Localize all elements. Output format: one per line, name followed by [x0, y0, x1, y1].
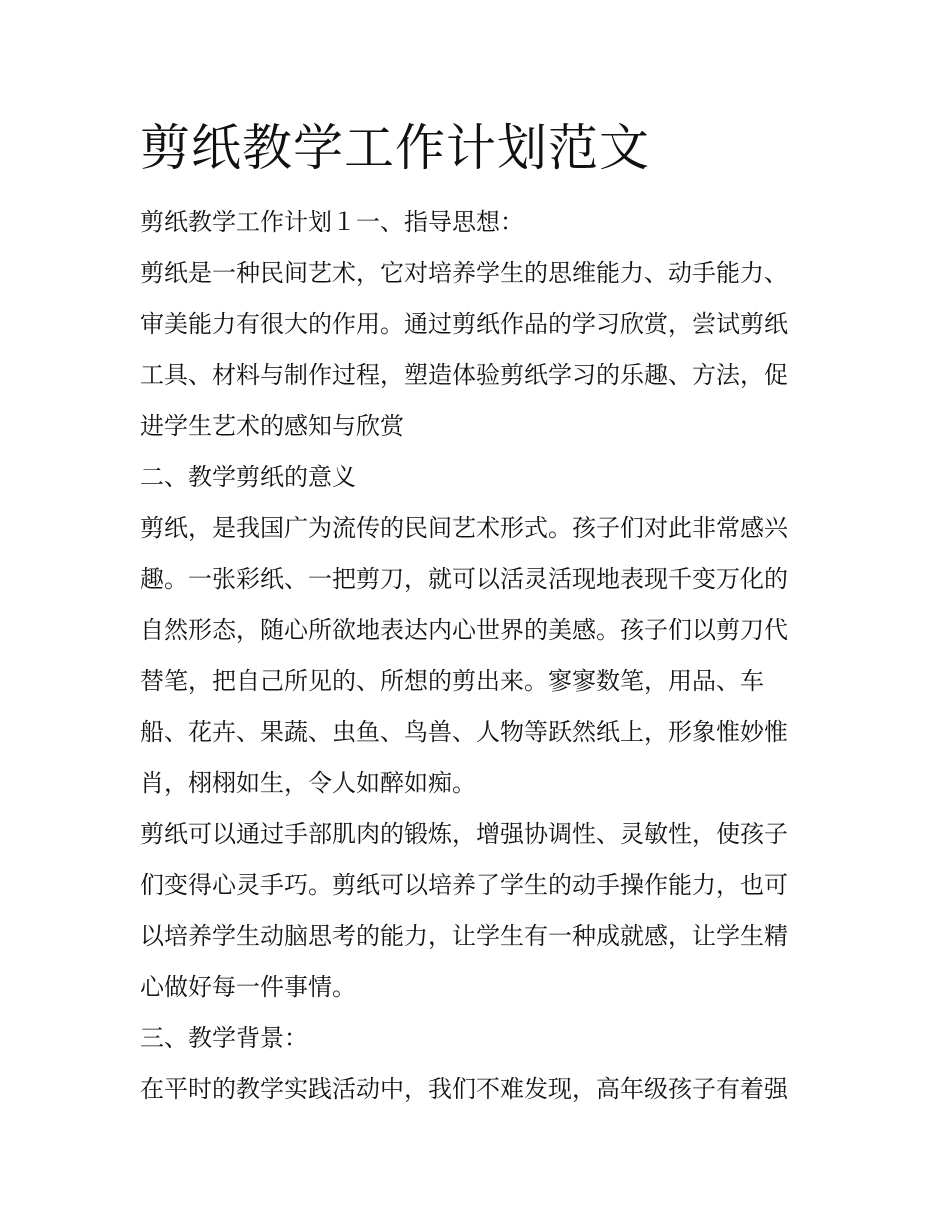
text-line: 心做好每一件事情。 [140, 973, 356, 1001]
text-line: 以培养学生动脑思考的能力，让学生有一种成就感，让学生精 [140, 922, 788, 950]
text-line: 工具、材料与制作过程，塑造体验剪纸学习的乐趣、方法，促 [140, 361, 788, 389]
text-line: 船、花卉、果蔬、虫鱼、鸟兽、人物等跃然纸上，形象惟妙惟 [140, 718, 788, 746]
text-line: 替笔，把自己所见的、所想的剪出来。寥寥数笔，用品、车 [140, 667, 764, 695]
section-heading: 二、教学剪纸的意义 [140, 463, 356, 491]
text-line: 肖，栩栩如生，令人如醉如痴。 [140, 769, 476, 797]
section-heading: 三、教学背景： [140, 1024, 308, 1052]
text-line: 剪纸，是我国广为流传的民间艺术形式。孩子们对此非常感兴 [140, 514, 788, 542]
text-line: 剪纸是一种民间艺术，它对培养学生的思维能力、动手能力、 [140, 259, 788, 287]
document-title: 剪纸教学工作计划范文 [140, 119, 650, 177]
text-line: 在平时的教学实践活动中，我们不难发现，高年级孩子有着强 [140, 1075, 788, 1103]
text-line: 们变得心灵手巧。剪纸可以培养了学生的动手操作能力，也可 [140, 871, 788, 899]
text-line: 进学生艺术的感知与欣赏 [140, 412, 404, 440]
text-line: 自然形态，随心所欲地表达内心世界的美感。孩子们以剪刀代 [140, 616, 788, 644]
document-body [140, 197, 820, 1115]
text-line: 趣。一张彩纸、一把剪刀，就可以活灵活现地表现千变万化的 [140, 565, 788, 593]
text-line: 剪纸可以通过手部肌肉的锻炼，增强协调性、灵敏性，使孩子 [140, 820, 788, 848]
text-line: 剪纸教学工作计划１一、指导思想： [140, 208, 524, 236]
text-line: 审美能力有很大的作用。通过剪纸作品的学习欣赏，尝试剪纸 [140, 310, 788, 338]
